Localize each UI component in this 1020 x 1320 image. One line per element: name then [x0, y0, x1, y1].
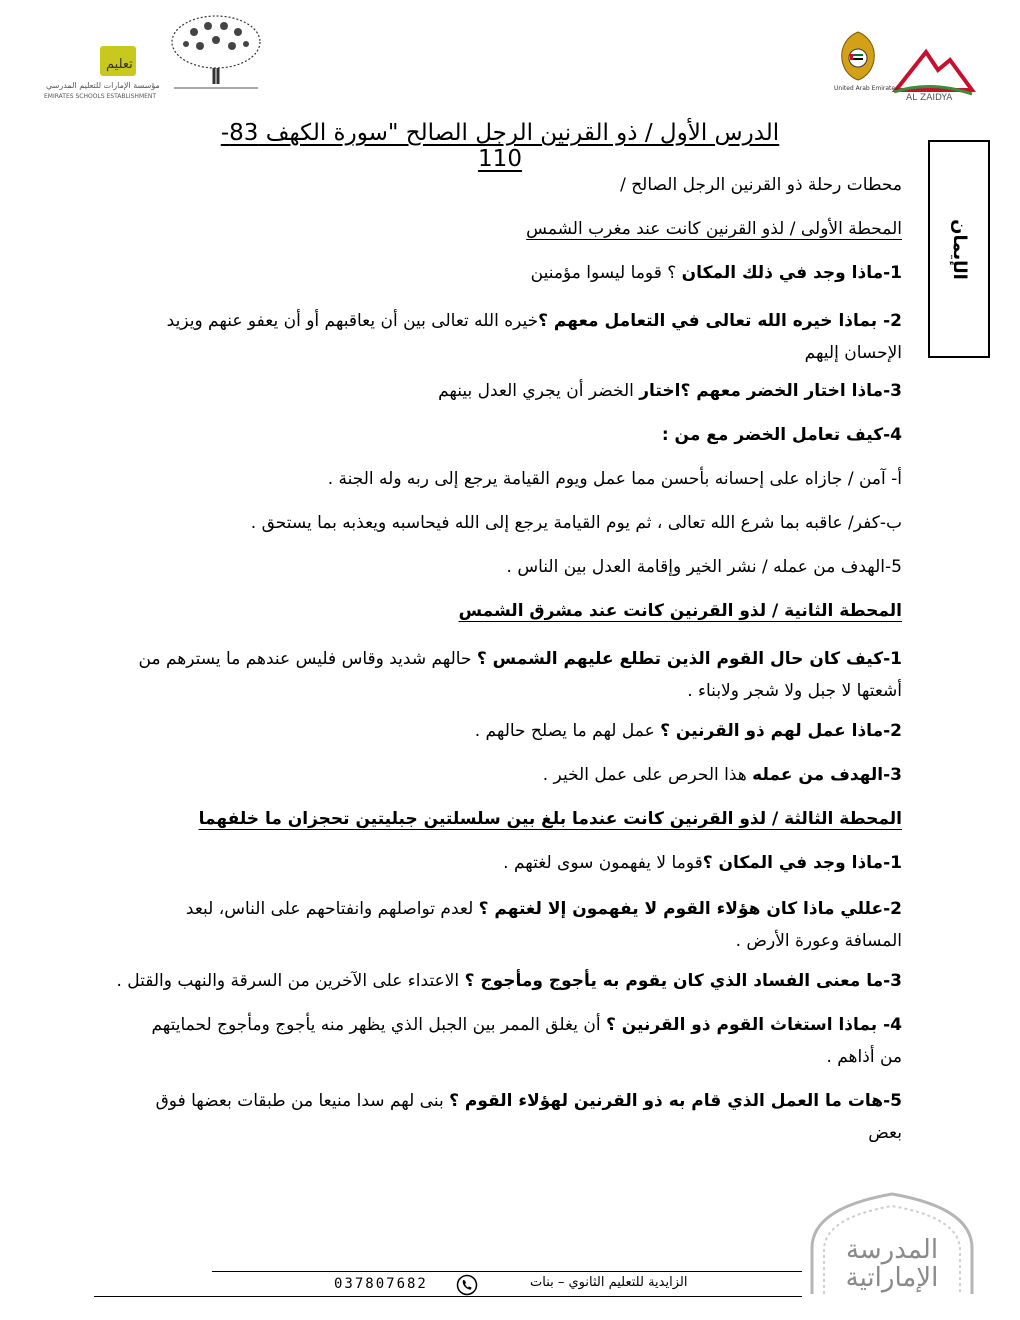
answer-text: المحطة الأولى / لذو القرنين كانت عند مغرب الشمس: [526, 219, 902, 239]
emirati-school-logo: [800, 1188, 984, 1298]
answer-text: أن يغلق الممر بين الجبل الذي يظهر منه يأجوج ومأجوج لحمايتهم: [151, 1015, 606, 1035]
question-text: 2- بماذا خيره الله تعالى في التعامل معهم ؟: [538, 311, 902, 331]
question-text: 1-ماذا وجد في ذلك المكان: [681, 263, 902, 283]
question-text: المحطة الثانية / لذو القرنين كانت عند مشرق الشمس: [458, 601, 902, 621]
phone-icon: [456, 1274, 478, 1296]
footer-divider-bottom: [94, 1296, 802, 1297]
answer-text: هذا الحرص على عمل الخير .: [542, 765, 753, 785]
content-line: [100, 926, 902, 956]
content-line: [100, 716, 902, 746]
question-text: 1-كيف كان حال القوم الذين تطلع عليهم الشمس ؟: [476, 649, 902, 669]
answer-text: المسافة وعورة الأرض .: [735, 931, 902, 951]
answer-text: من أذاهم .: [826, 1047, 902, 1067]
esi-logo-text-ar: مؤسسة الإمارات للتعليم المدرسي: [46, 81, 160, 90]
content-line: [100, 420, 902, 450]
question-text: 4- بماذا استغاث القوم ذو القرنين ؟: [605, 1015, 902, 1035]
content-line: [100, 338, 902, 368]
answer-text: بعض: [868, 1123, 902, 1143]
content-line: [100, 306, 902, 336]
content-line: [100, 1118, 902, 1148]
lesson-title: الدرس الأول / ذو القرنين الرجل الصالح "سورة الكهف 83-110: [220, 120, 780, 172]
footer-divider-top: [212, 1271, 802, 1272]
content-line: [100, 1086, 902, 1116]
content-line: [100, 464, 902, 494]
answer-text: حالهم شديد وقاس فليس عندهم ما يسترهم من: [138, 649, 477, 669]
school-logo-line1: المدرسة: [845, 1235, 939, 1265]
unit-side-label: الإيمان: [948, 218, 970, 280]
question-text: 1-ماذا وجد في المكان ؟: [702, 853, 902, 873]
answer-text: الخضر أن يجري العدل بينهم: [438, 381, 640, 401]
answer-text: ب-كفر/ عاقبه بما شرع الله تعالى ، ثم يوم القيامة يرجع إلى الله فيحاسبه ويعذبه بما يستحق .: [250, 513, 902, 533]
footer-school-name: الزايدية للتعليم الثانوي – بنات: [530, 1275, 688, 1290]
question-text: 4-كيف تعامل الخضر مع من :: [661, 425, 902, 445]
answer-text: الإحسان إليهم: [804, 343, 902, 363]
answer-text: لعدم تواصلهم وانفتاحهم على الناس، لبعد: [185, 899, 479, 919]
content-line: [100, 848, 902, 878]
question-text: 3-ما معنى الفساد الذي كان يقوم به يأجوج ومأجوج ؟: [464, 971, 902, 991]
answer-text: 5-الهدف من عمله / نشر الخير وإقامة العدل بين الناس .: [506, 557, 902, 577]
answer-text: ؟ قوما ليسوا مؤمنين: [530, 263, 682, 283]
answer-text: أ- آمن / جازاه على إحسانه بأحسن مما عمل ويوم القيامة يرجع إلى ربه وله الجنة .: [327, 469, 902, 489]
question-text: 5-هات ما العمل الذي قام به ذو القرنين لهؤلاء القوم ؟: [449, 1091, 902, 1111]
unit-side-label-box: [928, 140, 990, 358]
content-line: [100, 376, 902, 406]
question-text: 3-ماذا اختار الخضر معهم ؟اختار: [639, 381, 902, 401]
question-text: 2-ماذا عمل لهم ذو القرنين ؟: [660, 721, 902, 741]
content-line: [100, 1042, 902, 1072]
content-line: [100, 508, 902, 538]
question-text: المحطة الثالثة / لذو القرنين كانت عندما بلغ بين سلسلتين جبليتين تحجزان ما خلفهما: [198, 809, 902, 829]
al-zaidya-logo: [886, 40, 976, 103]
esi-logo-text-en: EMIRATES SCHOOLS ESTABLISHMENT: [44, 93, 157, 100]
content-line: [100, 760, 902, 790]
answer-text: بنى لهم سدا منيعا من طبقات بعضها فوق: [155, 1091, 450, 1111]
content-line: [100, 676, 902, 706]
content-line: [100, 804, 902, 834]
tree-logo: [164, 12, 268, 96]
question-text: 2-عللي ماذا كان هؤلاء القوم لا يفهمون إلا لغتهم ؟: [478, 899, 902, 919]
answer-text: عمل لهم ما يصلح حالهم .: [474, 721, 661, 741]
content-line: [100, 596, 902, 626]
school-logo-line2: الإماراتية: [845, 1263, 939, 1293]
esi-logo-word: تعليم: [106, 57, 133, 72]
content-line: [100, 644, 902, 674]
question-text: 3-الهدف من عمله: [752, 765, 902, 785]
answer-text: قوما لا يفهمون سوى لغتهم .: [503, 853, 703, 873]
content-line: [100, 258, 902, 288]
answer-text: الاعتداء على الآخرين من السرقة والنهب والقتل .: [116, 971, 465, 991]
content-line: [100, 894, 902, 924]
content-line: [100, 1010, 902, 1040]
al-zaidya-logo-text: AL ZAIDYA: [906, 93, 953, 103]
answer-text: محطات رحلة ذو القرنين الرجل الصالح /: [620, 175, 902, 195]
uae-emblem-text: United Arab Emirates: [834, 85, 899, 92]
content-line: [100, 552, 902, 582]
footer-phone-number: 037807682: [334, 1276, 428, 1292]
emirates-schools-logo: [42, 44, 160, 100]
content-line: [100, 170, 902, 200]
content-line: [100, 214, 902, 244]
answer-text: خيره الله تعالى بين أن يعاقبهم أو أن يعفو عنهم ويزيد: [166, 311, 539, 331]
uae-emblem-logo: [832, 28, 899, 92]
content-line: [100, 966, 902, 996]
answer-text: أشعتها لا جبل ولا شجر ولابناء .: [687, 681, 902, 701]
